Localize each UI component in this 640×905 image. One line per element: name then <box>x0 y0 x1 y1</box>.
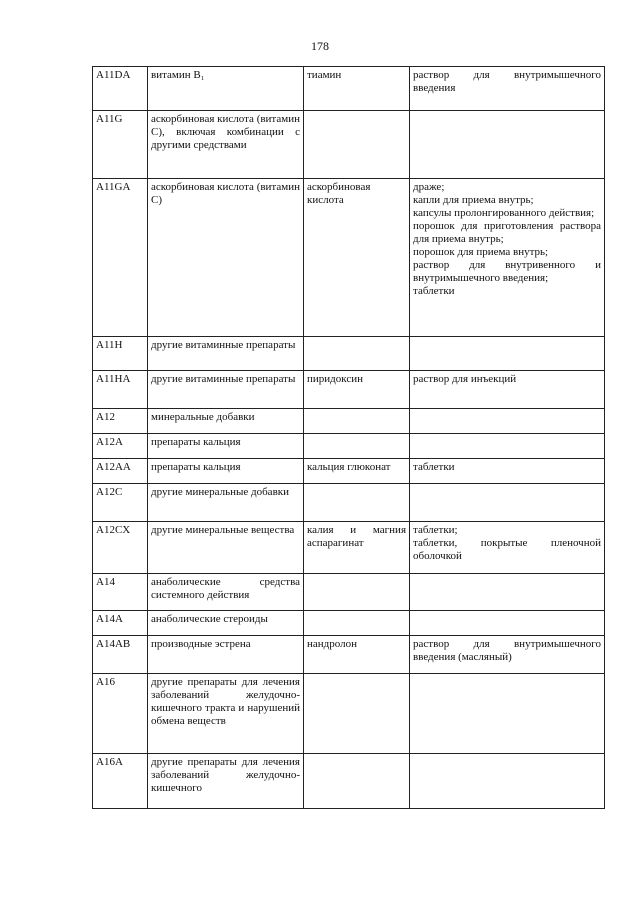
atc-code-cell <box>93 522 148 574</box>
atc-group-cell <box>148 67 304 111</box>
atc-code-cell <box>93 337 148 371</box>
atc-group-cell <box>148 371 304 409</box>
atc-code: A11DA <box>96 69 131 81</box>
atc-group-cell <box>148 434 304 459</box>
table-row <box>93 67 605 111</box>
drug-name-cell <box>304 67 410 111</box>
drug-name-cell <box>304 611 410 636</box>
drug-name-cell <box>304 111 410 179</box>
atc-group: анаболические средства системного действия <box>151 576 300 601</box>
table-row <box>93 484 605 522</box>
atc-group: другие минеральные вещества <box>151 524 295 536</box>
drug-name: тиамин <box>307 69 342 81</box>
atc-code: A11GA <box>96 181 131 193</box>
atc-code-cell <box>93 179 148 337</box>
drug-name-cell <box>304 459 410 484</box>
table-row <box>93 337 605 371</box>
atc-group: препараты кальция <box>151 461 241 473</box>
atc-group-cell <box>148 674 304 754</box>
atc-code-cell <box>93 409 148 434</box>
drug-name-cell <box>304 434 410 459</box>
drug-name: калия и магния аспарагинат <box>307 524 406 549</box>
drug-name-cell <box>304 409 410 434</box>
atc-group: анаболические стероиды <box>151 613 268 625</box>
table-row <box>93 371 605 409</box>
atc-group: препараты кальция <box>151 436 241 448</box>
dosage-form-cell <box>410 574 605 611</box>
atc-group: другие витаминные препараты <box>151 373 296 385</box>
atc-group: производные эстрена <box>151 638 251 650</box>
dosage-form-cell <box>410 522 605 574</box>
table-row <box>93 636 605 674</box>
atc-code: A12AA <box>96 461 131 473</box>
atc-group-cell <box>148 111 304 179</box>
atc-group: другие препараты для лечения заболеваний желудочно-кишечного тракта и нарушений обмена веществ <box>151 676 300 727</box>
dosage-form-cell <box>410 611 605 636</box>
dosage-form: раствор для внутримышечного введения <box>413 69 601 94</box>
dosage-form-cell <box>410 459 605 484</box>
atc-code-cell <box>93 459 148 484</box>
drug-name-cell <box>304 636 410 674</box>
atc-code: A12A <box>96 436 123 448</box>
atc-code-cell <box>93 371 148 409</box>
atc-code-cell <box>93 434 148 459</box>
drug-name: пиридоксин <box>307 373 363 385</box>
atc-code-cell <box>93 574 148 611</box>
dosage-form-cell <box>410 636 605 674</box>
atc-code: A12CX <box>96 524 131 536</box>
dosage-form-cell <box>410 754 605 809</box>
atc-code-cell <box>93 111 148 179</box>
table-row <box>93 111 605 179</box>
table-row <box>93 434 605 459</box>
atc-group-cell <box>148 636 304 674</box>
atc-group-cell <box>148 574 304 611</box>
drug-name-cell <box>304 371 410 409</box>
drug-name-cell <box>304 179 410 337</box>
drug-table <box>92 66 605 809</box>
drug-name-cell <box>304 754 410 809</box>
atc-code: A14AB <box>96 638 131 650</box>
dosage-form-cell <box>410 371 605 409</box>
drug-name-cell <box>304 337 410 371</box>
table-row <box>93 754 605 809</box>
atc-code: A16A <box>96 756 123 768</box>
drug-name-cell <box>304 522 410 574</box>
table-row <box>93 179 605 337</box>
page-number: 178 <box>311 39 329 53</box>
dosage-form: раствор для внутримышечного введения (масляный) <box>413 638 601 663</box>
drug-name-cell <box>304 574 410 611</box>
atc-group: другие минеральные добавки <box>151 486 289 498</box>
dosage-form: таблетки <box>413 461 455 473</box>
atc-group-cell <box>148 611 304 636</box>
atc-group: минеральные добавки <box>151 411 255 423</box>
atc-group-cell <box>148 522 304 574</box>
dosage-form-cell <box>410 434 605 459</box>
table-row <box>93 574 605 611</box>
table-row <box>93 674 605 754</box>
atc-code: A11H <box>96 339 123 351</box>
atc-group-cell <box>148 484 304 522</box>
atc-group-cell <box>148 409 304 434</box>
dosage-form: раствор для инъекций <box>413 373 517 385</box>
atc-group-cell <box>148 459 304 484</box>
atc-group: другие препараты для лечения заболеваний желудочно-кишечного <box>151 756 300 794</box>
drug-name-cell <box>304 674 410 754</box>
atc-group: аскорбиновая кислота (витамин C) <box>151 181 300 206</box>
atc-code: A11HA <box>96 373 131 385</box>
atc-code: A12 <box>96 411 115 423</box>
atc-code: A16 <box>96 676 115 688</box>
atc-code: A14 <box>96 576 115 588</box>
atc-group-cell <box>148 754 304 809</box>
atc-group: другие витаминные препараты <box>151 339 296 351</box>
atc-group: аскорбиновая кислота (витамин C), включая комбинации с другими средствами <box>151 113 300 151</box>
drug-name-cell <box>304 484 410 522</box>
atc-code-cell <box>93 636 148 674</box>
dosage-form: драже; капли для приема внутрь; капсулы пролонгированного действия; порошок для приготовления раствора для приема внутрь; порошок для приема внутрь; раствор для внутривенного и внутримышечного введения; таблетки <box>413 181 601 297</box>
atc-code-cell <box>93 674 148 754</box>
dosage-form-cell <box>410 674 605 754</box>
atc-code-cell <box>93 484 148 522</box>
atc-group-cell <box>148 337 304 371</box>
drug-name: нандролон <box>307 638 357 650</box>
dosage-form-cell <box>410 179 605 337</box>
dosage-form-cell <box>410 337 605 371</box>
dosage-form-cell <box>410 409 605 434</box>
table-row <box>93 611 605 636</box>
atc-code: A14A <box>96 613 123 625</box>
table-row <box>93 459 605 484</box>
atc-code-cell <box>93 754 148 809</box>
dosage-form: таблетки; таблетки, покрытые пленочной оболочкой <box>413 524 601 562</box>
drug-name: кальция глюконат <box>307 461 391 473</box>
dosage-form-cell <box>410 484 605 522</box>
drug-name: аскорбиновая кислота <box>307 181 371 206</box>
atc-code-cell <box>93 611 148 636</box>
atc-code: A12C <box>96 486 123 498</box>
atc-code: A11G <box>96 113 123 125</box>
table-row <box>93 409 605 434</box>
dosage-form-cell <box>410 111 605 179</box>
atc-group-cell <box>148 179 304 337</box>
atc-group: витамин B₁ <box>151 69 205 81</box>
dosage-form-cell <box>410 67 605 111</box>
atc-code-cell <box>93 67 148 111</box>
table-row <box>93 522 605 574</box>
